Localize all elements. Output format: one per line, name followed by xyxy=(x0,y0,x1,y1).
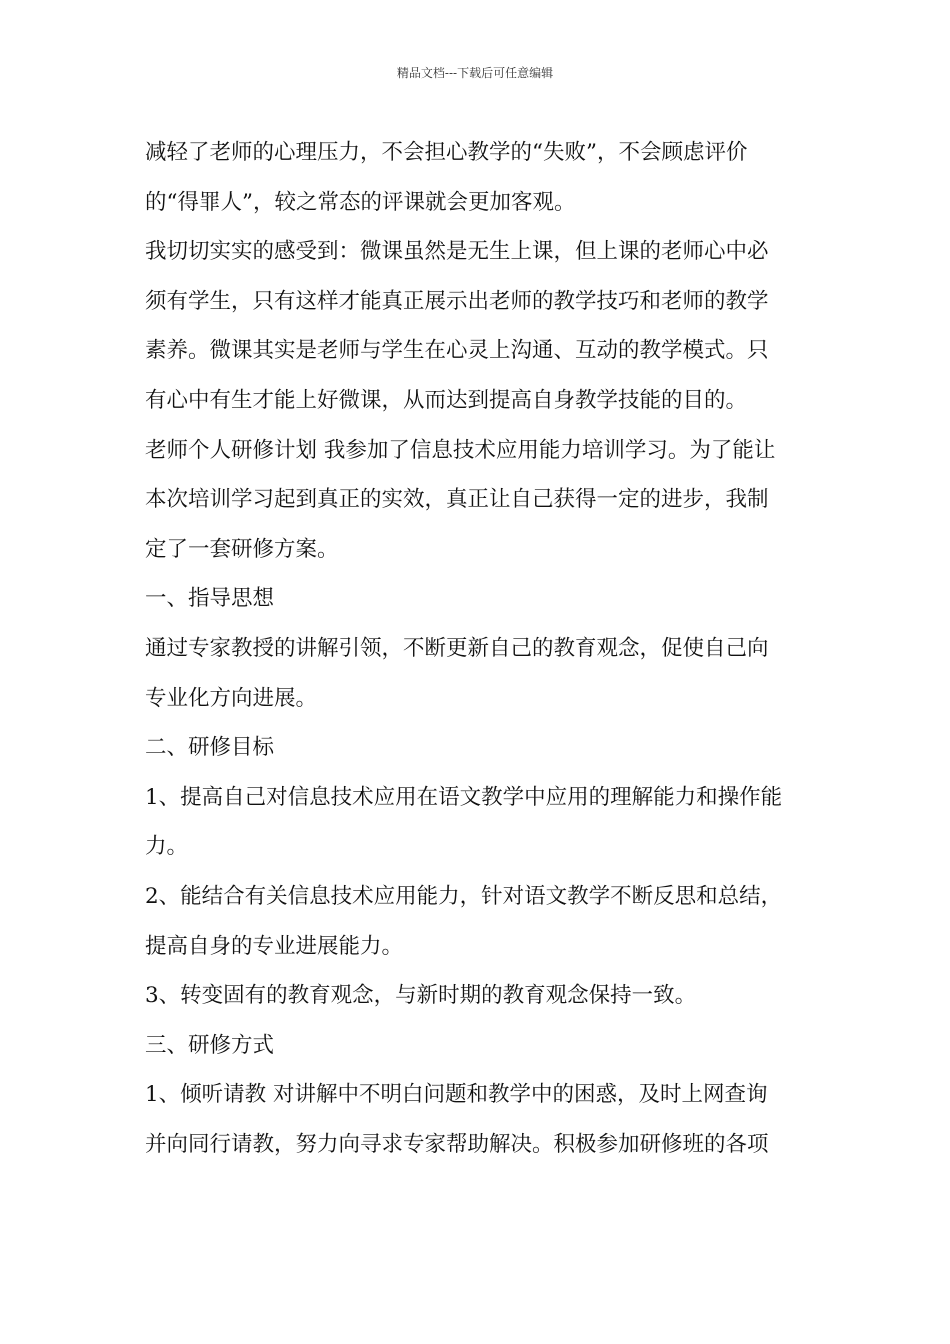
text-line: 力。 xyxy=(145,834,189,860)
text-line: 2、能结合有关信息技术应用能力，针对语文教学不断反思和总结， xyxy=(145,883,783,909)
text-line: 老师个人研修计划 我参加了信息技术应用能力培训学习。为了能让 xyxy=(145,437,776,463)
text-line: 1、提高自己对信息技术应用在语文教学中应用的理解能力和操作能 xyxy=(145,784,783,810)
text-line: 素养。微课其实是老师与学生在心灵上沟通、互动的教学模式。只 xyxy=(145,338,769,364)
text-line: 我切切实实的感受到：微课虽然是无生上课，但上课的老师心中必 xyxy=(145,239,769,265)
text-line: 本次培训学习起到真正的实效，真正让自己获得一定的进步，我制 xyxy=(145,487,769,513)
text-line: 通过专家教授的讲解引领，不断更新自己的教育观念，促使自己向 xyxy=(145,635,769,661)
section-heading: 一、指导思想 xyxy=(145,586,275,612)
text-line: 的“得罪人”，较之常态的评课就会更加客观。 xyxy=(145,189,576,215)
text-line: 定了一套研修方案。 xyxy=(145,536,339,562)
document-body xyxy=(145,128,815,1169)
section-heading: 二、研修目标 xyxy=(145,735,275,761)
text-line: 专业化方向进展。 xyxy=(145,685,318,711)
page-header: 精品文档---下载后可任意编辑 xyxy=(396,66,554,80)
text-line: 提高自身的专业进展能力。 xyxy=(145,933,404,959)
text-line: 有心中有生才能上好微课，从而达到提高自身教学技能的目的。 xyxy=(145,387,748,413)
text-line: 3、转变固有的教育观念，与新时期的教育观念保持一致。 xyxy=(145,983,697,1009)
text-line: 1、倾听请教 对讲解中不明白问题和教学中的困惑，及时上网查询 xyxy=(145,1082,768,1108)
text-line: 并向同行请教，努力向寻求专家帮助解决。积极参加研修班的各项 xyxy=(145,1131,769,1157)
text-line: 减轻了老师的心理压力，不会担心教学的“失败”，不会顾虑评价 xyxy=(145,140,748,165)
text-line: 须有学生，只有这样才能真正展示出老师的教学技巧和老师的教学 xyxy=(145,288,769,314)
section-heading: 三、研修方式 xyxy=(145,1032,275,1058)
